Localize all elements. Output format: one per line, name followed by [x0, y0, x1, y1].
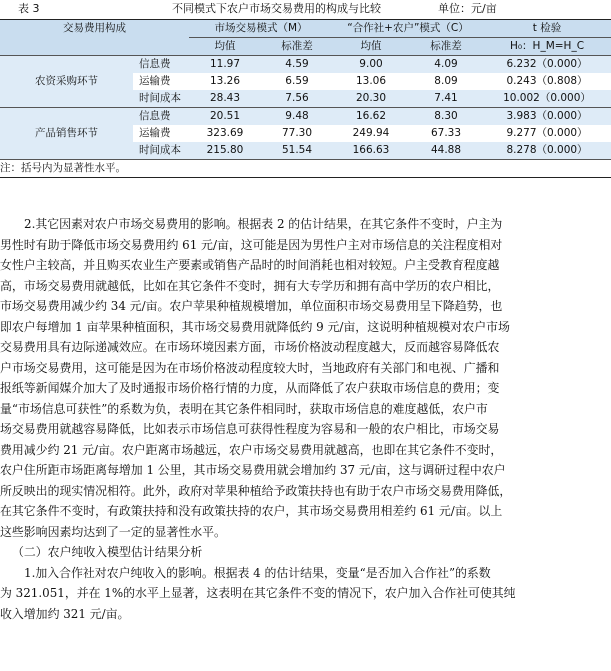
cell-c-mean: 166.63	[352, 144, 390, 156]
cell-m-mean: 323.69	[206, 127, 244, 139]
cell-m-mean: 215.80	[206, 144, 244, 156]
paragraph-line: 在其它条件不变时，有政策扶持和没有政策扶持的农户，其市场交易费用相差约 61 元/亩。以上	[0, 504, 503, 518]
body-text	[0, 214, 611, 624]
header-sd-m: 标准差	[261, 38, 333, 56]
cell-ttest: 6.232（0.000）	[483, 56, 611, 74]
paragraph-line: 户市场交易费用，这可能是因为在市场价格波动程度较大时，当地政府有关部门和电视、广播和	[0, 360, 500, 375]
header-hypothesis: H₀：H_M=H_C	[483, 38, 611, 56]
cell-c-mean: 9.00	[333, 56, 409, 74]
cell-ttest: 9.277（0.000）	[506, 127, 588, 139]
paragraph-line: 为 321.051，并在 1%的水平上显著，这表明在其它条件不变的情况下，农户加入合作社可使其纯	[0, 586, 516, 600]
cell-m-sd: 77.30	[281, 127, 313, 139]
header-mean-m: 均值	[189, 38, 261, 56]
cell-c-sd: 7.41	[434, 92, 458, 104]
paragraph-line: 1.加入合作社对农户纯收入的影响。根据表 4 的估计结果，变量“是否加入合作社”的系数	[24, 565, 491, 580]
cell-c-sd: 8.30	[409, 108, 483, 126]
cell-c-mean: 16.62	[333, 108, 409, 126]
paragraph-line: 报纸等新闻媒介加大了及时通报市场价格行情的力度，从而降低了农户获取市场信息的费用；变	[0, 381, 500, 395]
section-heading: （二）农户纯收入模型估计结果分析	[12, 545, 203, 559]
header-group: 交易费用构成	[0, 20, 189, 38]
header-mode-m: 市场交易模式（M）	[189, 20, 333, 38]
item-label: 信息费	[133, 56, 189, 74]
paragraph-line: 高，市场交易费用就越低，比如在其它条件不变时，拥有大专学历和拥有高中学历的农户相比，	[0, 278, 500, 293]
cell-ttest: 0.243（0.808）	[506, 75, 588, 87]
table-unit: 单位：元/亩	[438, 2, 497, 15]
cell-ttest: 10.002（0.000）	[503, 92, 591, 104]
cell-m-mean: 20.51	[189, 108, 261, 126]
item-label: 信息费	[133, 108, 189, 126]
cell-ttest: 3.983（0.000）	[483, 108, 611, 126]
paragraph-line: 量“市场信息可获性”的系数为负，表明在其它条件相同时，获取市场信息的难度越低，农户市	[0, 401, 488, 416]
item-label: 时间成本	[139, 144, 181, 156]
cell-c-sd: 67.33	[430, 127, 462, 139]
cell-m-mean: 28.43	[209, 92, 241, 104]
cell-m-mean: 11.97	[189, 56, 261, 74]
group-name: 农资采购环节	[0, 56, 133, 108]
paragraph-line: 所反映出的现实情况相符。此外，政府对苹果种植给予政策扶持也有助于农户市场交易费用降低，	[0, 483, 512, 498]
cell-m-sd: 9.48	[261, 108, 333, 126]
paragraph-line: 即农户每增加 1 亩苹果种植面积，其市场交易费用就降低约 9 元/亩，这说明种植规模对农户市场	[0, 319, 510, 334]
paragraph-line: 收入增加约 321 元/亩。	[0, 606, 130, 621]
table-note: 注：括号内为显著性水平。	[0, 160, 611, 178]
cell-m-sd: 51.54	[281, 144, 313, 156]
paragraph-line: 市场交易费用减少约 34 元/亩。农户苹果种植规模增加，单位面积市场交易费用呈下降趋势，也	[0, 299, 503, 313]
cell-c-mean: 20.30	[355, 92, 387, 104]
item-label: 时间成本	[139, 92, 181, 104]
item-label: 运输费	[139, 75, 171, 87]
paragraph-line: 男性时有助于降低市场交易费用约 61 元/亩，这可能是因为男性户主对市场信息的关注程度相对	[0, 237, 503, 252]
cell-c-sd: 8.09	[434, 75, 458, 87]
table-caption	[0, 0, 611, 18]
paragraph-line: 场交易费用就越容易降低，比如表示市场信息可获得性程度为容易和一般的农户相比，市场交易	[0, 422, 500, 436]
paragraph-line: 交易费用具有边际递减效应。在市场环境因素方面，市场价格波动程度越大，反而越容易降低农	[0, 340, 500, 354]
cell-m-mean: 13.26	[209, 75, 241, 87]
cell-m-sd: 6.59	[285, 75, 309, 87]
paragraph-line: 2.其它因素对农户市场交易费用的影响。根据表 2 的估计结果，在其它条件不变时，户主为	[24, 217, 503, 231]
header-ttest: t 检验	[483, 20, 611, 38]
cell-ttest: 8.278（0.000）	[506, 144, 588, 156]
group-name: 产品销售环节	[0, 108, 133, 160]
header-mode-c: “合作社+农户”模式（C）	[333, 20, 483, 38]
cell-m-sd: 7.56	[285, 92, 309, 104]
paragraph-line: 这些影响因素均达到了一定的显著性水平。	[0, 524, 226, 539]
transaction-cost-table	[0, 19, 611, 178]
paragraph-line: 费用减少约 21 元/亩。农户距离市场越远，农户市场交易费用就越高，也即在其它条件不变时，	[0, 442, 503, 457]
item-label: 运输费	[139, 127, 171, 139]
paragraph-line: 农户住所距市场距离每增加 1 公里，其市场交易费用就会增加约 37 元/亩，这与调研过程中农户	[0, 463, 506, 477]
cell-c-mean: 249.94	[352, 127, 390, 139]
table-number: 表 3	[18, 2, 40, 15]
table-title: 不同模式下农户市场交易费用的构成与比较	[172, 2, 381, 15]
cell-m-sd: 4.59	[261, 56, 333, 74]
cell-c-sd: 44.88	[430, 144, 462, 156]
cell-c-mean: 13.06	[355, 75, 387, 87]
header-sd-c: 标准差	[409, 38, 483, 56]
paragraph-line: 女性户主较高，并且购买农业生产要素或销售产品时的时间消耗也相对较短。户主受教育程度越	[0, 258, 500, 272]
cell-c-sd: 4.09	[409, 56, 483, 74]
header-mean-c: 均值	[333, 38, 409, 56]
